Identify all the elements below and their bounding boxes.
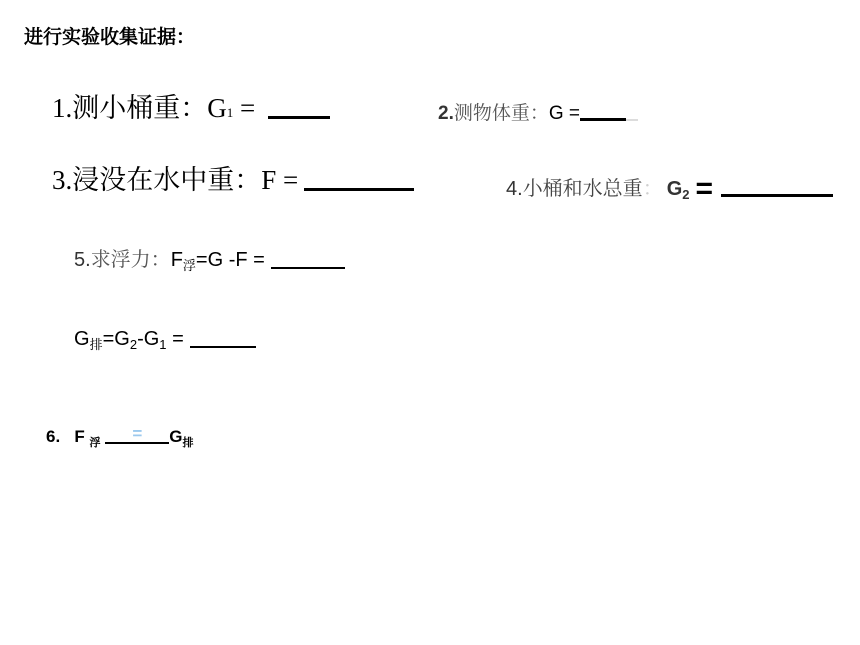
step-6-answer-blank[interactable] bbox=[105, 426, 169, 444]
step-4-answer-blank[interactable] bbox=[721, 174, 833, 197]
step-4-equals: = bbox=[695, 172, 714, 205]
step-5-formula: =G -F = bbox=[195, 249, 265, 271]
step-1-equals: = bbox=[233, 93, 262, 123]
step-4-label: 小桶和水总重 bbox=[522, 178, 643, 200]
step-6-g-subscript: 排 bbox=[182, 437, 194, 449]
step-2-answer-blank[interactable] bbox=[580, 100, 626, 121]
step-5-answer-blank[interactable] bbox=[271, 249, 345, 269]
step-3-submerged-weight bbox=[52, 158, 414, 197]
step-4-number: 4. bbox=[506, 178, 523, 200]
g-pai-g: G bbox=[74, 328, 90, 350]
step-4-g: G bbox=[666, 178, 683, 200]
displaced-weight-formula bbox=[74, 328, 256, 353]
step-2-measure-object bbox=[438, 98, 638, 125]
step-6-conclusion bbox=[46, 426, 194, 450]
step-5-label: 求浮力： bbox=[90, 249, 171, 271]
section-heading: 进行实验收集证据： bbox=[24, 27, 196, 48]
step-1-subscript: 1 bbox=[226, 105, 234, 120]
step-3-answer-blank[interactable] bbox=[304, 166, 414, 191]
step-2-formula: G = bbox=[548, 103, 581, 124]
step-6-f: F bbox=[74, 427, 85, 446]
g-pai-minus: -G bbox=[137, 328, 160, 350]
step-4-subscript: 2 bbox=[682, 187, 690, 202]
step-4-bucket-water-weight bbox=[506, 172, 833, 206]
g-pai-subscript-2: 2 bbox=[129, 337, 138, 352]
step-4-colon: ： bbox=[642, 178, 663, 200]
step-5-f: F bbox=[170, 249, 183, 271]
step-5-number: 5. bbox=[74, 249, 91, 271]
g-pai-answer-blank[interactable] bbox=[190, 328, 256, 348]
step-6-number: 6. bbox=[46, 427, 61, 446]
step-5-f-subscript: 浮 bbox=[182, 258, 196, 273]
step-6-relation: = bbox=[132, 424, 143, 443]
g-pai-mid: =G bbox=[102, 328, 130, 350]
step-1-measure-bucket bbox=[52, 86, 330, 125]
step-6-g: G bbox=[169, 427, 183, 446]
step-5-buoyancy bbox=[74, 243, 345, 274]
g-pai-equals: = bbox=[166, 328, 184, 350]
step-1-answer-blank[interactable] bbox=[268, 94, 330, 119]
g-pai-subscript: 排 bbox=[89, 337, 103, 352]
step-2-label: 测物体重： bbox=[453, 103, 549, 124]
step-2-number: 2. bbox=[438, 103, 454, 124]
step-6-f-subscript: 浮 bbox=[89, 437, 101, 449]
step-1-label: 1.测小桶重：G bbox=[52, 93, 227, 123]
g-pai-subscript-1: 1 bbox=[159, 337, 167, 352]
step-2-blank-tail bbox=[626, 101, 638, 121]
step-3-label: 3.浸没在水中重：F = bbox=[52, 165, 299, 195]
